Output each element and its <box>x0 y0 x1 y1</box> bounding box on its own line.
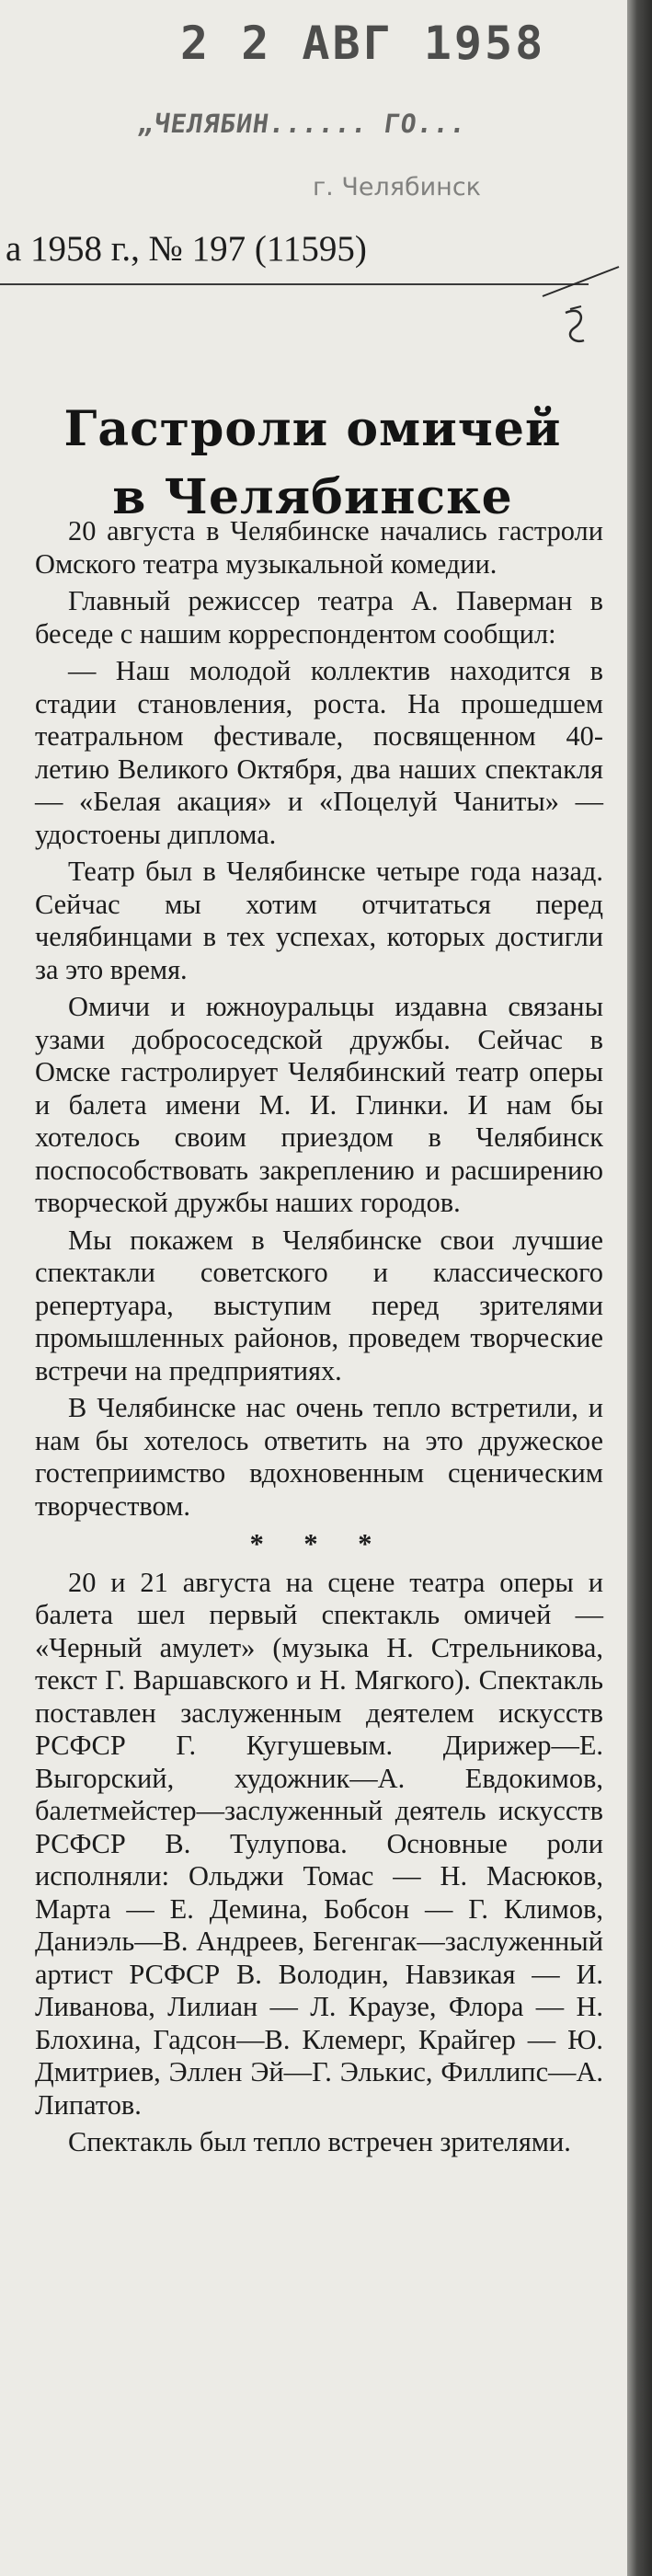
article-body <box>35 515 603 2164</box>
section-separator: * * * <box>249 1528 389 1559</box>
paragraph: Спектакль был тепло встречен зрителями. <box>68 2126 571 2157</box>
paragraph: Мы покажем в Челябинске свои лучшие спектакли советского и классического репертуара, выступим перед зрителями промышленных районов, проведем творческие встречи на предприятиях. <box>35 1224 603 1386</box>
paragraph: — Наш молодой коллектив находится в стадии становления, роста. На прошедшем театральном фестивале, посвященном 40-летию Великого Октября, два наших спектакля — «Белая акация» и «Поцелуй Чаниты» — удостоены диплома. <box>35 655 603 850</box>
issue-line: а 1958 г., № 197 (11595) <box>6 229 367 269</box>
article-headline <box>18 396 607 532</box>
city-stamp: г. Челябинск <box>313 173 481 201</box>
paragraph: В Челябинске нас очень тепло встретили, и нам бы хотелось ответить на это дружеское гостеприимство вдохновенным сценическим творчеством. <box>35 1392 603 1522</box>
paragraph: 20 и 21 августа на сцене театра оперы и балета шел первый спектакль омичей — «Черный амулет» (музыка Н. Стрельникова, текст Г. Варшавского и Н. Мягкого). Спектакль поставлен заслуженным деятелем искусств РСФСР Г. Кугушевым. Дирижер—Е. Выгорский, художник—А. Евдокимов, балетмейстер—заслуженный деятель искусств РСФСР В. Тулупова. Основные роли исполняли: Ольджи Томас — Н. Масюков, Марта — Е. Демина, Бобсон — Г. Климов, Даниэль—В. Андреев, Бегенгак—заслуженный артист РСФСР В. Володин, Навзикая — И. Ливанова, Лилиан — Л. Краузе, Флора — Н. Блохина, Гадсон—В. Клемерг, Крайгер — Ю. Дмитриев, Эллен Эй—Г. Элькис, Филлипс—А. Липатов. <box>35 1566 603 2121</box>
headline-line-1: Гастроли омичей <box>63 400 562 457</box>
scan-edge <box>627 0 652 2576</box>
paragraph: Омичи и южноуральцы издавна связаны узами добрососедской дружбы. Сейчас в Омске гастролирует Челябинский театр оперы и балета имени М. И. Глинки. И нам бы хотелось своим приездом в Челябинск поспособствовать закреплению и расширению творческой дружбы наших городов. <box>35 991 603 1218</box>
newspaper-name-stamp: „ЧЕЛЯБИН...... ГО... <box>135 109 469 139</box>
divider <box>0 283 589 285</box>
headline-line-2: в Челябинске <box>112 468 513 525</box>
paragraph: 20 августа в Челябинске начались гастроли Омского театра музыкальной комедии. <box>35 515 603 580</box>
pencil-mark-icon <box>538 248 625 359</box>
paragraph: Театр был в Челябинске четыре года назад. Сейчас мы хотим отчитаться перед челябинцами в тех успехах, которых достигли за это время. <box>35 856 603 985</box>
paragraph: Главный режиссер театра А. Паверман в беседе с нашим корреспондентом сообщил: <box>35 585 603 650</box>
date-stamp: 2 2 АВГ 1958 <box>180 17 546 70</box>
